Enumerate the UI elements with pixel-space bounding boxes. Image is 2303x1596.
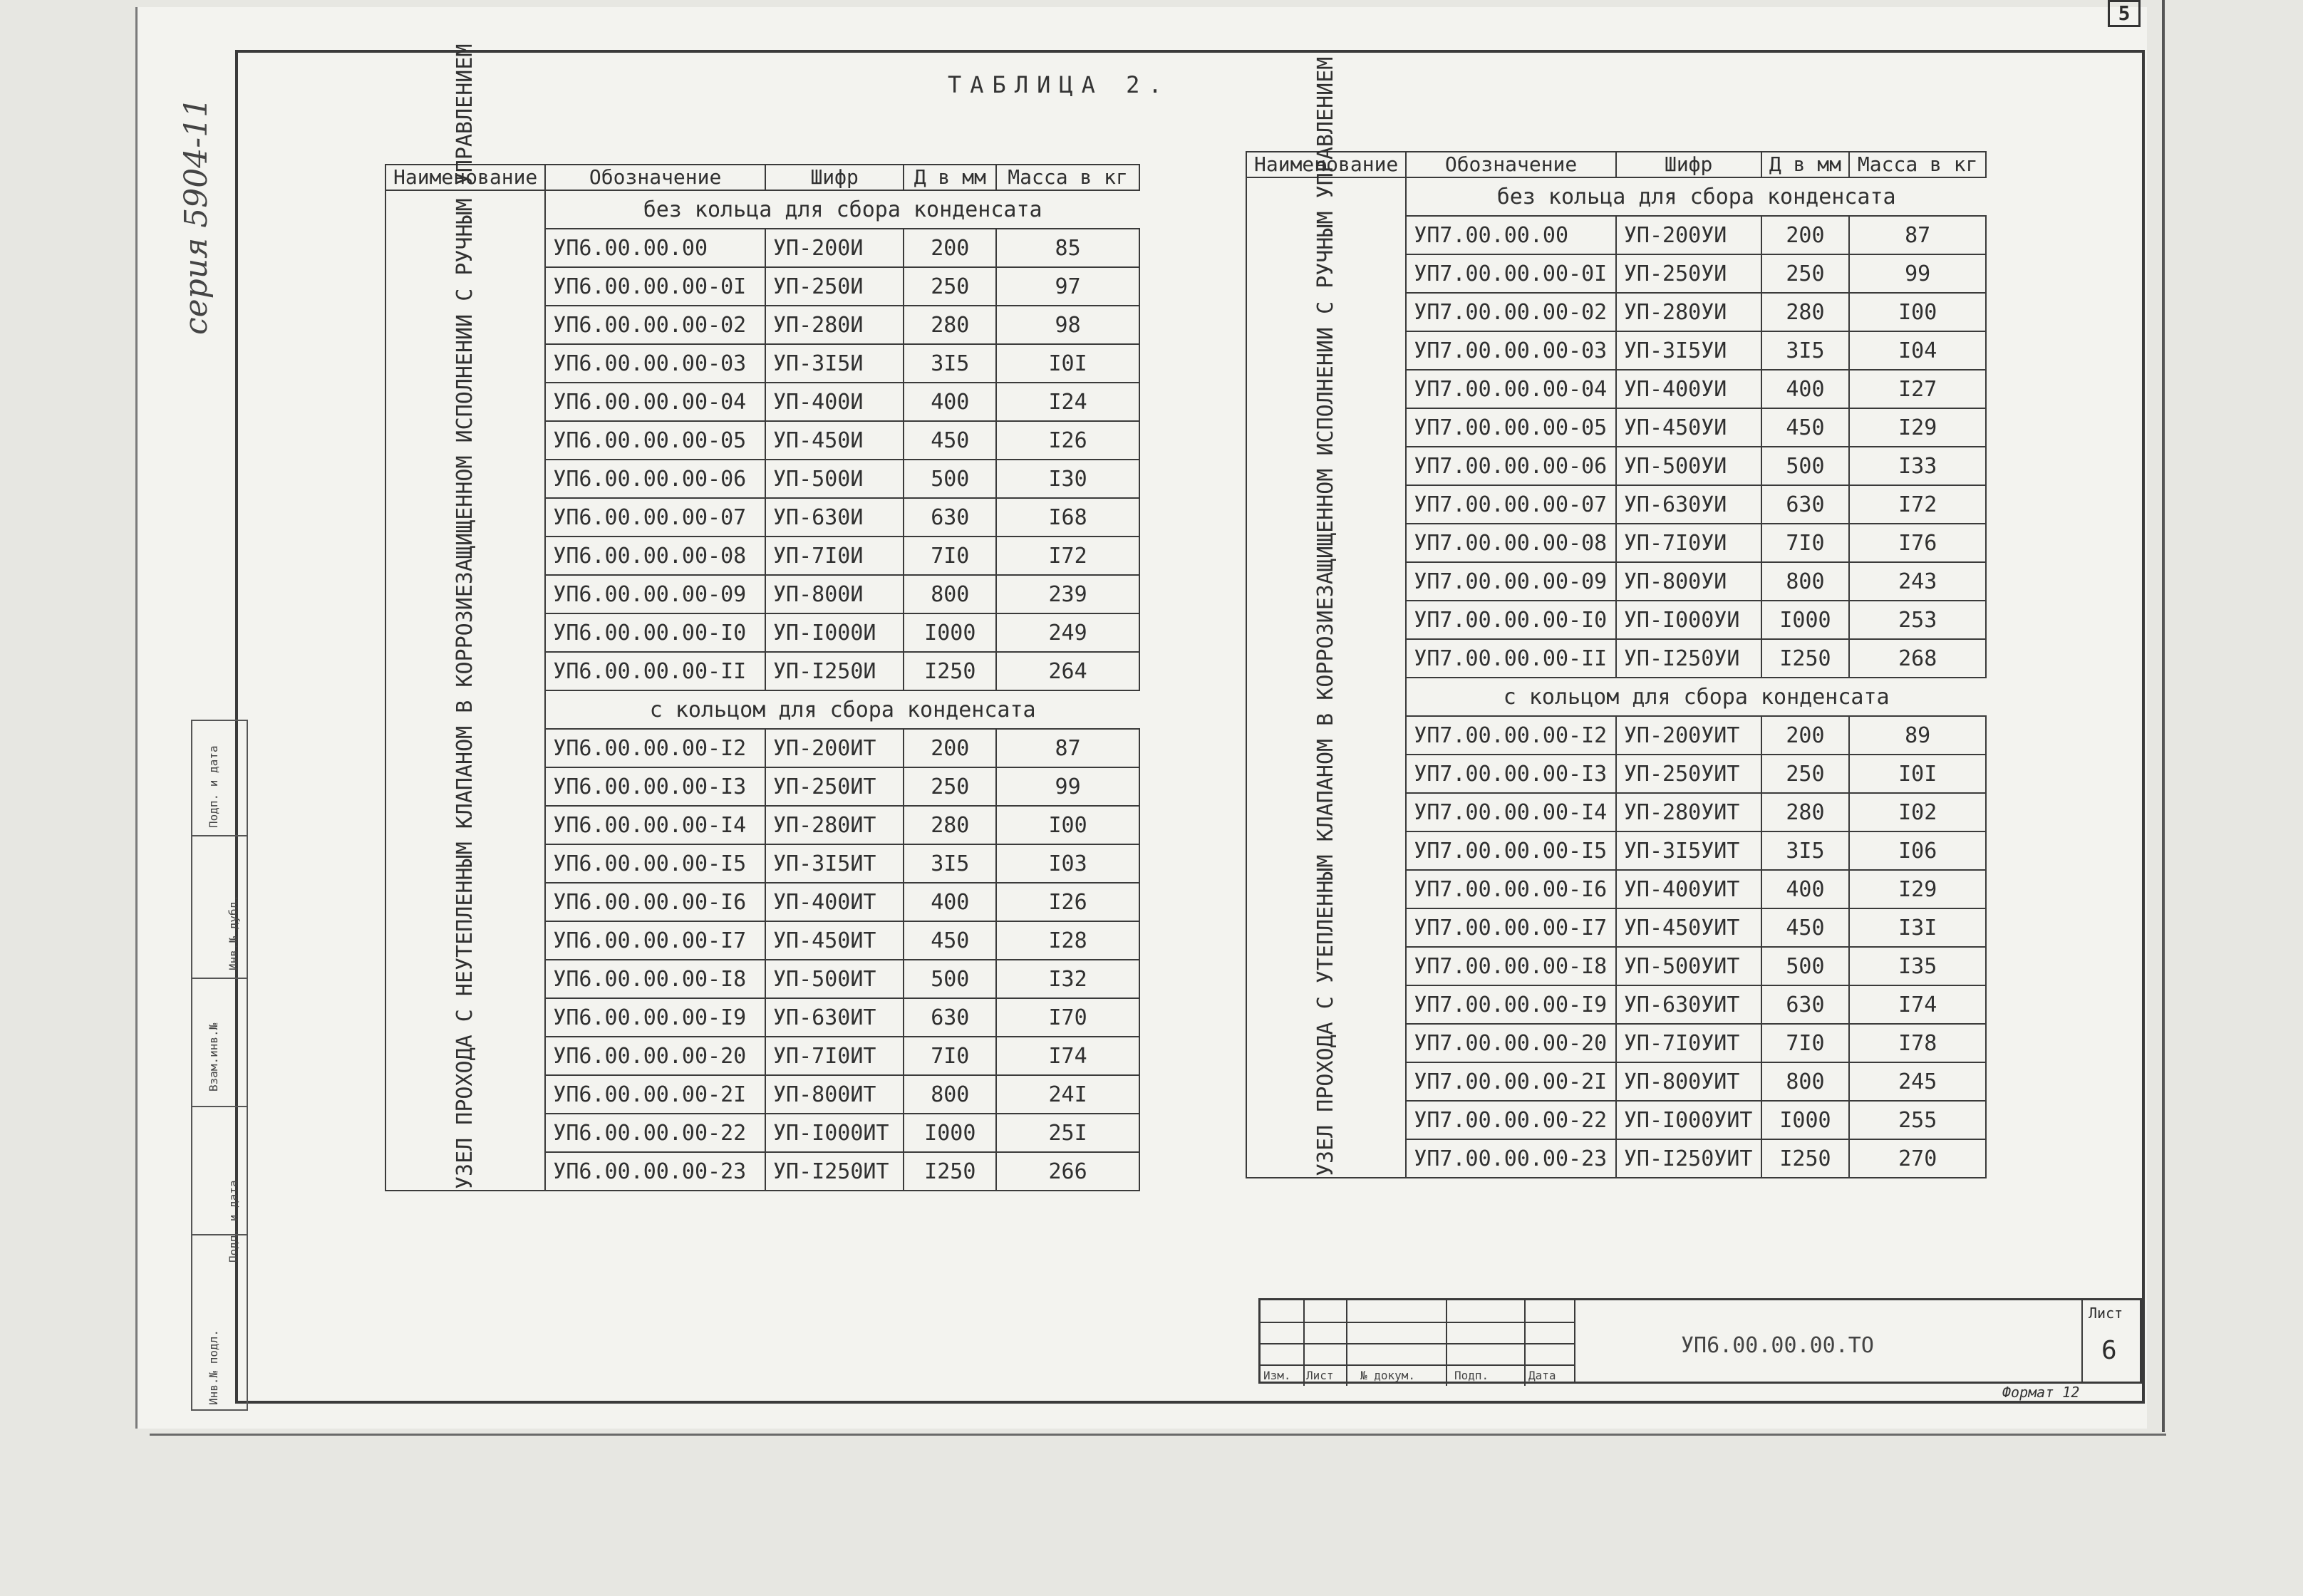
designation-cell: УП7.00.00.00 — [1406, 216, 1616, 254]
designation-cell: УП7.00.00.00-І7 — [1406, 908, 1616, 947]
section-header: с кольцом для сбора конденсата — [1406, 678, 1986, 716]
designation-cell: УП7.00.00.00-08 — [1406, 524, 1616, 562]
shifr-cell: УП-800УИТ — [1616, 1062, 1761, 1101]
diameter-cell: 200 — [1761, 716, 1850, 755]
shifr-cell: УП-7І0ИТ — [765, 1037, 904, 1075]
shifr-cell: УП-400УИТ — [1616, 870, 1761, 908]
mass-cell: І70 — [996, 998, 1139, 1037]
diameter-cell: 500 — [904, 960, 996, 998]
mass-cell: І26 — [996, 421, 1139, 460]
designation-cell: УП6.00.00.00-І3 — [545, 767, 765, 806]
mass-cell: І68 — [996, 498, 1139, 537]
designation-cell: УП6.00.00.00-02 — [545, 306, 765, 344]
shifr-cell: УП-І000УИ — [1616, 601, 1761, 639]
mass-cell: І74 — [1849, 985, 1986, 1024]
shifr-cell: УП-200УИТ — [1616, 716, 1761, 755]
product-name: УЗЕЛ ПРОХОДА С НЕУТЕПЛЕННЫМ КЛАПАНОМ В КОРРОЗИЕЗАЩИЩЕННОМ ИСПОЛНЕНИИ С РУЧНЫМ УПРАВЛЕНИЕМ — [452, 43, 478, 1189]
section-header: без кольца для сбора конденсата — [545, 190, 1139, 229]
designation-cell: УП6.00.00.00-23 — [545, 1152, 765, 1191]
designation-cell: УП6.00.00.00 — [545, 229, 765, 267]
corner-mark: 5 — [2108, 0, 2141, 27]
col-header-diam: Д в мм — [904, 165, 996, 190]
shifr-cell: УП-280И — [765, 306, 904, 344]
diameter-cell: 800 — [1761, 562, 1850, 601]
designation-cell: УП6.00.00.00-0І — [545, 267, 765, 306]
shifr-cell: УП-630ИТ — [765, 998, 904, 1037]
diameter-cell: 250 — [904, 767, 996, 806]
title-block — [1258, 1298, 2142, 1384]
designation-cell: УП7.00.00.00-І3 — [1406, 755, 1616, 793]
mass-cell: 98 — [996, 306, 1139, 344]
designation-cell: УП7.00.00.00-22 — [1406, 1101, 1616, 1139]
diameter-cell: 3І5 — [1761, 331, 1850, 370]
shifr-cell: УП-450ИТ — [765, 921, 904, 960]
diameter-cell: 7І0 — [1761, 524, 1850, 562]
designation-cell: УП6.00.00.00-03 — [545, 344, 765, 383]
diameter-cell: 500 — [1761, 947, 1850, 985]
shifr-cell: УП-500УИТ — [1616, 947, 1761, 985]
mass-cell: 87 — [996, 729, 1139, 767]
shifr-cell: УП-І250И — [765, 652, 904, 690]
sheet-label: Лист — [2089, 1305, 2123, 1322]
designation-cell: УП7.00.00.00-05 — [1406, 408, 1616, 447]
shifr-cell: УП-І000ИТ — [765, 1114, 904, 1152]
mass-cell: І0І — [1849, 755, 1986, 793]
shifr-cell: УП-280УИТ — [1616, 793, 1761, 831]
mass-cell: І72 — [996, 537, 1139, 575]
col-header-diam: Д в мм — [1761, 152, 1850, 177]
shifr-cell: УП-500И — [765, 460, 904, 498]
mass-cell: І32 — [996, 960, 1139, 998]
shifr-cell: УП-630УИТ — [1616, 985, 1761, 1024]
diameter-cell: 7І0 — [904, 1037, 996, 1075]
side-stamp-label: Подп. и дата — [227, 1180, 240, 1263]
designation-cell: УП7.00.00.00-03 — [1406, 331, 1616, 370]
shifr-cell: УП-І250ИТ — [765, 1152, 904, 1191]
designation-cell: УП6.00.00.00-06 — [545, 460, 765, 498]
designation-cell: УП7.00.00.00-07 — [1406, 485, 1616, 524]
shifr-cell: УП-250И — [765, 267, 904, 306]
section-header: без кольца для сбора конденсата — [1406, 177, 1986, 216]
shifr-cell: УП-800ИТ — [765, 1075, 904, 1114]
designation-cell: УП7.00.00.00-І5 — [1406, 831, 1616, 870]
designation-cell: УП7.00.00.00-І9 — [1406, 985, 1616, 1024]
diameter-cell: І250 — [1761, 1139, 1850, 1178]
col-header-shifr: Шифр — [765, 165, 904, 190]
diameter-cell: 800 — [904, 575, 996, 613]
mass-cell: І24 — [996, 383, 1139, 421]
designation-cell: УП7.00.00.00-02 — [1406, 293, 1616, 331]
mass-cell: І76 — [1849, 524, 1986, 562]
shifr-cell: УП-200УИ — [1616, 216, 1761, 254]
stamp-header: Подп. — [1454, 1369, 1489, 1382]
diameter-cell: 280 — [1761, 293, 1850, 331]
diameter-cell: 280 — [904, 806, 996, 844]
designation-cell: УП6.00.00.00-І8 — [545, 960, 765, 998]
diameter-cell: 450 — [1761, 908, 1850, 947]
mass-cell: І04 — [1849, 331, 1986, 370]
stamp-header: Изм. — [1263, 1369, 1291, 1382]
shifr-cell: УП-250УИТ — [1616, 755, 1761, 793]
diameter-cell: І250 — [904, 652, 996, 690]
series-note: серия 5904-11 — [178, 97, 214, 335]
designation-cell: УП6.00.00.00-22 — [545, 1114, 765, 1152]
revision-grid — [1261, 1300, 1575, 1382]
col-header-mass: Масса в кг — [996, 165, 1139, 190]
shifr-cell: УП-7І0И — [765, 537, 904, 575]
shifr-cell: УП-250УИ — [1616, 254, 1761, 293]
mass-cell: І00 — [996, 806, 1139, 844]
col-header-name: Наименование — [385, 165, 545, 190]
mass-cell: І3І — [1849, 908, 1986, 947]
mass-cell: 255 — [1849, 1101, 1986, 1139]
mass-cell: І30 — [996, 460, 1139, 498]
diameter-cell: 450 — [904, 921, 996, 960]
shifr-cell: УП-800УИ — [1616, 562, 1761, 601]
sheet-edge-bottom — [150, 1434, 2166, 1436]
sheet-edge-right — [2162, 0, 2165, 1432]
diameter-cell: 500 — [1761, 447, 1850, 485]
diameter-cell: 630 — [1761, 485, 1850, 524]
side-stamp-label: Подп. и дата — [207, 745, 220, 828]
side-stamp-label: Инв.№ подл. — [207, 1330, 220, 1405]
diameter-cell: 280 — [1761, 793, 1850, 831]
format-label: Формат 12 — [2002, 1384, 2080, 1401]
sheet-number: 6 — [2101, 1336, 2117, 1365]
mass-cell: 87 — [1849, 216, 1986, 254]
diameter-cell: 3І5 — [904, 844, 996, 883]
designation-cell: УП7.00.00.00-04 — [1406, 370, 1616, 408]
sheet-box — [2081, 1300, 2140, 1382]
designation-cell: УП7.00.00.00-2І — [1406, 1062, 1616, 1101]
shifr-cell: УП-250ИТ — [765, 767, 904, 806]
mass-cell: 243 — [1849, 562, 1986, 601]
shifr-cell: УП-7І0УИТ — [1616, 1024, 1761, 1062]
diameter-cell: 400 — [1761, 870, 1850, 908]
designation-cell: УП6.00.00.00-ІІ — [545, 652, 765, 690]
shifr-cell: УП-450И — [765, 421, 904, 460]
designation-cell: УП7.00.00.00-І6 — [1406, 870, 1616, 908]
diameter-cell: 3І5 — [904, 344, 996, 383]
shifr-cell: УП-450УИ — [1616, 408, 1761, 447]
shifr-cell: УП-400И — [765, 383, 904, 421]
designation-cell: УП6.00.00.00-09 — [545, 575, 765, 613]
diameter-cell: 7І0 — [904, 537, 996, 575]
col-header-code: Обозначение — [1406, 152, 1616, 177]
shifr-cell: УП-280УИ — [1616, 293, 1761, 331]
shifr-cell: УП-3І5УИТ — [1616, 831, 1761, 870]
designation-cell: УП7.00.00.00-0І — [1406, 254, 1616, 293]
mass-cell: І33 — [1849, 447, 1986, 485]
mass-cell: І28 — [996, 921, 1139, 960]
mass-cell: 239 — [996, 575, 1139, 613]
shifr-cell: УП-400ИТ — [765, 883, 904, 921]
diameter-cell: І000 — [904, 1114, 996, 1152]
col-header-code: Обозначение — [545, 165, 765, 190]
mass-cell: 253 — [1849, 601, 1986, 639]
mass-cell: І26 — [996, 883, 1139, 921]
designation-cell: УП6.00.00.00-І5 — [545, 844, 765, 883]
mass-cell: І72 — [1849, 485, 1986, 524]
shifr-cell: УП-І000УИТ — [1616, 1101, 1761, 1139]
product-name: УЗЕЛ ПРОХОДА С УТЕПЛЕННЫМ КЛАПАНОМ В КОРРОЗИЕЗАЩИЩЕННОМ ИСПОЛНЕНИИ С РУЧНЫМ УПРАВЛЕНИЕМ — [1313, 56, 1339, 1176]
shifr-cell: УП-7І0УИ — [1616, 524, 1761, 562]
side-stamp-label: Инв.№ дубл. — [227, 895, 240, 970]
diameter-cell: 250 — [1761, 755, 1850, 793]
shifr-cell: УП-630УИ — [1616, 485, 1761, 524]
mass-cell: І27 — [1849, 370, 1986, 408]
shifr-cell: УП-3І5ИТ — [765, 844, 904, 883]
diameter-cell: 450 — [904, 421, 996, 460]
col-header-mass: Масса в кг — [1849, 152, 1986, 177]
diameter-cell: 630 — [904, 998, 996, 1037]
diameter-cell: 500 — [904, 460, 996, 498]
designation-cell: УП7.00.00.00-06 — [1406, 447, 1616, 485]
shifr-cell: УП-800И — [765, 575, 904, 613]
stamp-header: Лист — [1306, 1369, 1334, 1382]
diameter-cell: 630 — [1761, 985, 1850, 1024]
diameter-cell: І000 — [1761, 601, 1850, 639]
mass-cell: І06 — [1849, 831, 1986, 870]
shifr-cell: УП-3І5И — [765, 344, 904, 383]
shifr-cell: УП-400УИ — [1616, 370, 1761, 408]
shifr-cell: УП-280ИТ — [765, 806, 904, 844]
designation-cell: УП6.00.00.00-20 — [545, 1037, 765, 1075]
designation-cell: УП6.00.00.00-І4 — [545, 806, 765, 844]
shifr-cell: УП-200И — [765, 229, 904, 267]
diameter-cell: 200 — [904, 229, 996, 267]
designation-cell: УП6.00.00.00-08 — [545, 537, 765, 575]
page-title: ТАБЛИЦА 2. — [948, 71, 1171, 98]
diameter-cell: 400 — [904, 383, 996, 421]
designation-cell: УП6.00.00.00-І7 — [545, 921, 765, 960]
designation-cell: УП6.00.00.00-І9 — [545, 998, 765, 1037]
mass-cell: І02 — [1849, 793, 1986, 831]
mass-cell: І74 — [996, 1037, 1139, 1075]
designation-cell: УП7.00.00.00-09 — [1406, 562, 1616, 601]
designation-cell: УП7.00.00.00-20 — [1406, 1024, 1616, 1062]
col-header-shifr: Шифр — [1616, 152, 1761, 177]
mass-cell: І78 — [1849, 1024, 1986, 1062]
mass-cell: 89 — [1849, 716, 1986, 755]
shifr-cell: УП-200ИТ — [765, 729, 904, 767]
shifr-cell: УП-І000И — [765, 613, 904, 652]
designation-cell: УП7.00.00.00-І4 — [1406, 793, 1616, 831]
shifr-cell: УП-450УИТ — [1616, 908, 1761, 947]
mass-cell: І35 — [1849, 947, 1986, 985]
diameter-cell: І000 — [1761, 1101, 1850, 1139]
mass-cell: 97 — [996, 267, 1139, 306]
document-code: УП6.00.00.00.ТО — [1681, 1333, 1874, 1358]
diameter-cell: 800 — [904, 1075, 996, 1114]
designation-cell: УП6.00.00.00-І0 — [545, 613, 765, 652]
mass-cell: 99 — [996, 767, 1139, 806]
mass-cell: 264 — [996, 652, 1139, 690]
designation-cell: УП6.00.00.00-І6 — [545, 883, 765, 921]
mass-cell: 245 — [1849, 1062, 1986, 1101]
designation-cell: УП6.00.00.00-05 — [545, 421, 765, 460]
shifr-cell: УП-І250УИ — [1616, 639, 1761, 678]
col-header-name: Наименование — [1246, 152, 1406, 177]
designation-cell: УП7.00.00.00-23 — [1406, 1139, 1616, 1178]
mass-cell: 99 — [1849, 254, 1986, 293]
diameter-cell: 250 — [1761, 254, 1850, 293]
mass-cell: 24І — [996, 1075, 1139, 1114]
diameter-cell: І000 — [904, 613, 996, 652]
diameter-cell: 630 — [904, 498, 996, 537]
section-header: с кольцом для сбора конденсата — [545, 690, 1139, 729]
diameter-cell: 800 — [1761, 1062, 1850, 1101]
designation-cell: УП7.00.00.00-І0 — [1406, 601, 1616, 639]
mass-cell: І0І — [996, 344, 1139, 383]
designation-cell: УП7.00.00.00-ІІ — [1406, 639, 1616, 678]
side-stamp-column — [191, 720, 248, 1411]
stamp-header: Дата — [1528, 1369, 1556, 1382]
shifr-cell: УП-630И — [765, 498, 904, 537]
designation-cell: УП6.00.00.00-04 — [545, 383, 765, 421]
designation-cell: УП6.00.00.00-2І — [545, 1075, 765, 1114]
diameter-cell: І250 — [1761, 639, 1850, 678]
diameter-cell: 400 — [904, 883, 996, 921]
mass-cell: І03 — [996, 844, 1139, 883]
mass-cell: 25І — [996, 1114, 1139, 1152]
mass-cell: 85 — [996, 229, 1139, 267]
mass-cell: І00 — [1849, 293, 1986, 331]
mass-cell: 268 — [1849, 639, 1986, 678]
diameter-cell: 200 — [1761, 216, 1850, 254]
diameter-cell: 3І5 — [1761, 831, 1850, 870]
diameter-cell: 200 — [904, 729, 996, 767]
spec-table-right — [1246, 56, 1987, 1178]
diameter-cell: 250 — [904, 267, 996, 306]
shifr-cell: УП-500УИ — [1616, 447, 1761, 485]
mass-cell: 266 — [996, 1152, 1139, 1191]
mass-cell: І29 — [1849, 408, 1986, 447]
diameter-cell: 7І0 — [1761, 1024, 1850, 1062]
diameter-cell: 450 — [1761, 408, 1850, 447]
shifr-cell: УП-3І5УИ — [1616, 331, 1761, 370]
diameter-cell: 400 — [1761, 370, 1850, 408]
shifr-cell: УП-500ИТ — [765, 960, 904, 998]
diameter-cell: І250 — [904, 1152, 996, 1191]
mass-cell: 249 — [996, 613, 1139, 652]
designation-cell: УП6.00.00.00-І2 — [545, 729, 765, 767]
designation-cell: УП6.00.00.00-07 — [545, 498, 765, 537]
shifr-cell: УП-І250УИТ — [1616, 1139, 1761, 1178]
designation-cell: УП7.00.00.00-І2 — [1406, 716, 1616, 755]
diameter-cell: 280 — [904, 306, 996, 344]
mass-cell: 270 — [1849, 1139, 1986, 1178]
stamp-header: № докум. — [1360, 1369, 1416, 1382]
designation-cell: УП7.00.00.00-І8 — [1406, 947, 1616, 985]
side-stamp-label: Взам.инв.№ — [207, 1022, 220, 1092]
mass-cell: І29 — [1849, 870, 1986, 908]
